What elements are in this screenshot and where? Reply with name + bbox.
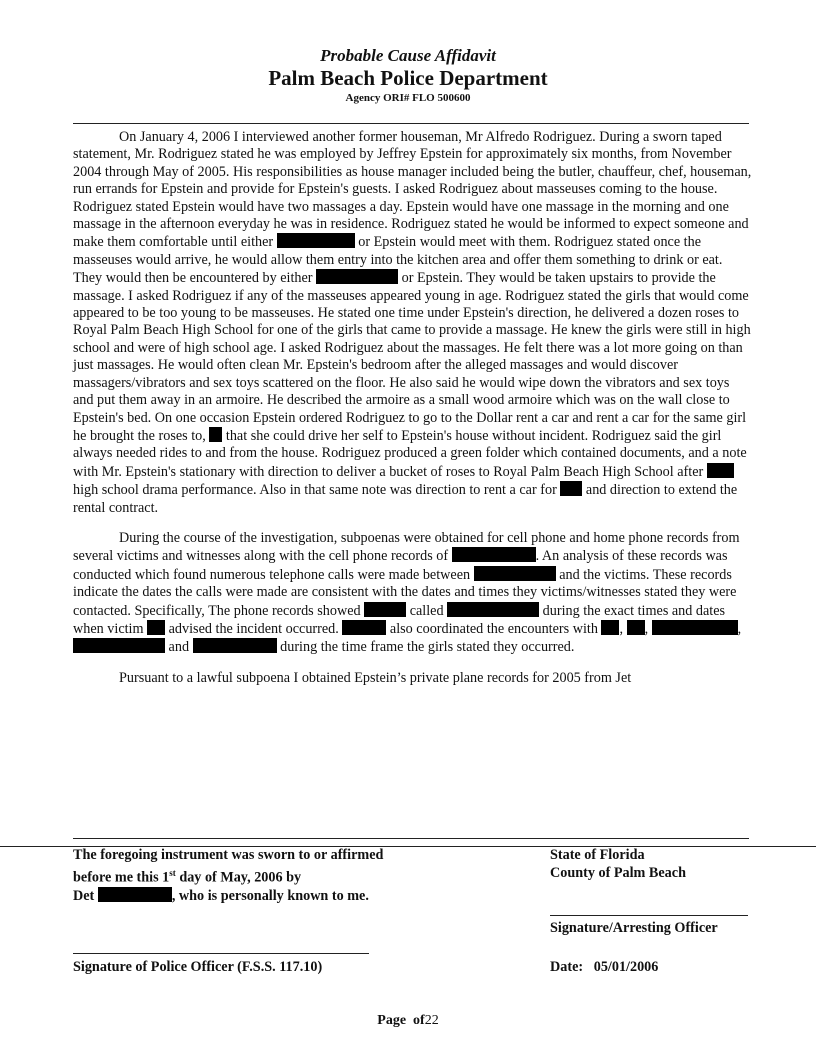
sworn-line-2: before me this 1st day of May, 2006 by	[73, 868, 302, 886]
redaction-box	[277, 233, 355, 248]
redaction-box	[601, 620, 619, 635]
redaction-box	[98, 887, 172, 902]
sworn-statement	[73, 846, 383, 905]
redaction-box	[560, 481, 582, 496]
agency-ori: Agency ORI# FLO 500600	[345, 92, 471, 104]
doc-type-title: Probable Cause Affidavit	[320, 46, 496, 65]
sworn-line-3: Det , who is personally known to me.	[73, 887, 369, 904]
arresting-signature-line	[550, 915, 748, 916]
county-label: County of Palm Beach	[550, 865, 686, 881]
footer-rule	[73, 838, 749, 839]
redaction-box	[447, 602, 539, 617]
redaction-box	[364, 602, 406, 617]
redaction-box	[193, 638, 277, 653]
police-signature-line	[73, 953, 369, 954]
redaction-box	[707, 463, 734, 478]
date-field: Date: 05/01/2006	[550, 959, 659, 975]
redaction-box	[342, 620, 386, 635]
date-value: 05/01/2006	[593, 959, 659, 975]
redaction-box	[147, 620, 165, 635]
redaction-box	[474, 566, 556, 581]
jurisdiction	[550, 846, 686, 882]
redaction-box	[652, 620, 738, 635]
page-number: Page of22	[377, 1013, 439, 1028]
police-officer-label: Signature of Police Officer (F.S.S. 117.10)	[73, 959, 323, 975]
paragraph-2: During the course of the investigation, subpoenas were obtained for cell phone and home phone records from several victims and witnesses along with the cell phone records of . An analysis of these records was conducted which found numerous telephone calls were made between and the victims. These records indicate the dates the calls were made are consistent with the dates and times they victims/witnesses stated they were contacted. Specifically, The phone records showed called during the exact times and dates when victim advised the incident occurred. also coordinated the encounters with , , , and during the time frame the girls stated they occurred.	[73, 529, 742, 656]
paragraph-1: On January 4, 2006 I interviewed another former houseman, Mr Alfredo Rodriguez. During a sworn taped statement, Mr. Rodriguez stated he was employed by Jeffrey Epstein for approximately six months, from November 2004 through May of 2005. His responsibilities as house manager included being the butler, chauffeur, chef, houseman, run errands for Epstein and provide for Epstein's guests. I asked Rodriguez about masseuses coming to the house. Rodriguez stated Epstein would have two massages a day. Epstein would have one massage in the morning and one massage in the afternoon everyday he was in residence. Rodriguez stated he would be informed to expect someone and make them comfortable until either or Epstein would meet with them. Rodriguez stated once the masseuses would arrive, he would allow them entry into the kitchen area and offer them something to drink or eat. They would then be encountered by either or Epstein. They would be taken upstairs to provide the massage. I asked Rodriguez if any of the masseuses appeared young in age. Rodriguez stated the girls that would come appeared to be too young to be masseuses. He stated one time under Epstein's direction, he delivered a dozen roses to Royal Palm Beach High School for one of the girls that came to provide a massage. He knew the girls were still in high school and were of high school age. I asked Rodriguez about the massages. He felt there was a lot more going on than just massages. He would often clean Mr. Epstein's bedroom after the alleged massages and would discover massagers/vibrators and sex toys scattered on the floor. He also said he would wipe down the vibrators and sex toys and put them away in an armoire. He described the armoire as a small wood armoire which was on the wall close to Epstein's bed. On one occasion Epstein ordered Rodriguez to go to the Dollar rent a car and rent a car for the same girl he brought the roses to, that she could drive her self to Epstein's house without incident. Rodriguez said the girl always needed rides to and from the house. Rodriguez produced a green folder which contained documents, and a note with Mr. Epstein's stationary with direction to deliver a bucket of roses to Royal Palm Beach High School after high school drama performance. Also in that same note was direction to rent a car for and direction to extend the rental contract.	[73, 129, 752, 516]
affidavit-body	[73, 129, 753, 700]
redaction-box	[209, 427, 222, 442]
header-rule	[73, 123, 749, 124]
redaction-box	[316, 269, 398, 284]
redaction-box	[452, 547, 536, 562]
sworn-line-1: The foregoing instrument was sworn to or affirmed	[73, 847, 384, 863]
document-header	[0, 46, 816, 105]
paragraph-3: Pursuant to a lawful subpoena I obtained Epstein’s private plane records for 2005 from Jet	[119, 669, 632, 686]
state-label: State of Florida	[550, 847, 645, 863]
redaction-box	[73, 638, 165, 653]
department-title: Palm Beach Police Department	[268, 66, 548, 90]
arresting-officer-label: Signature/Arresting Officer	[550, 920, 718, 936]
redaction-box	[627, 620, 645, 635]
